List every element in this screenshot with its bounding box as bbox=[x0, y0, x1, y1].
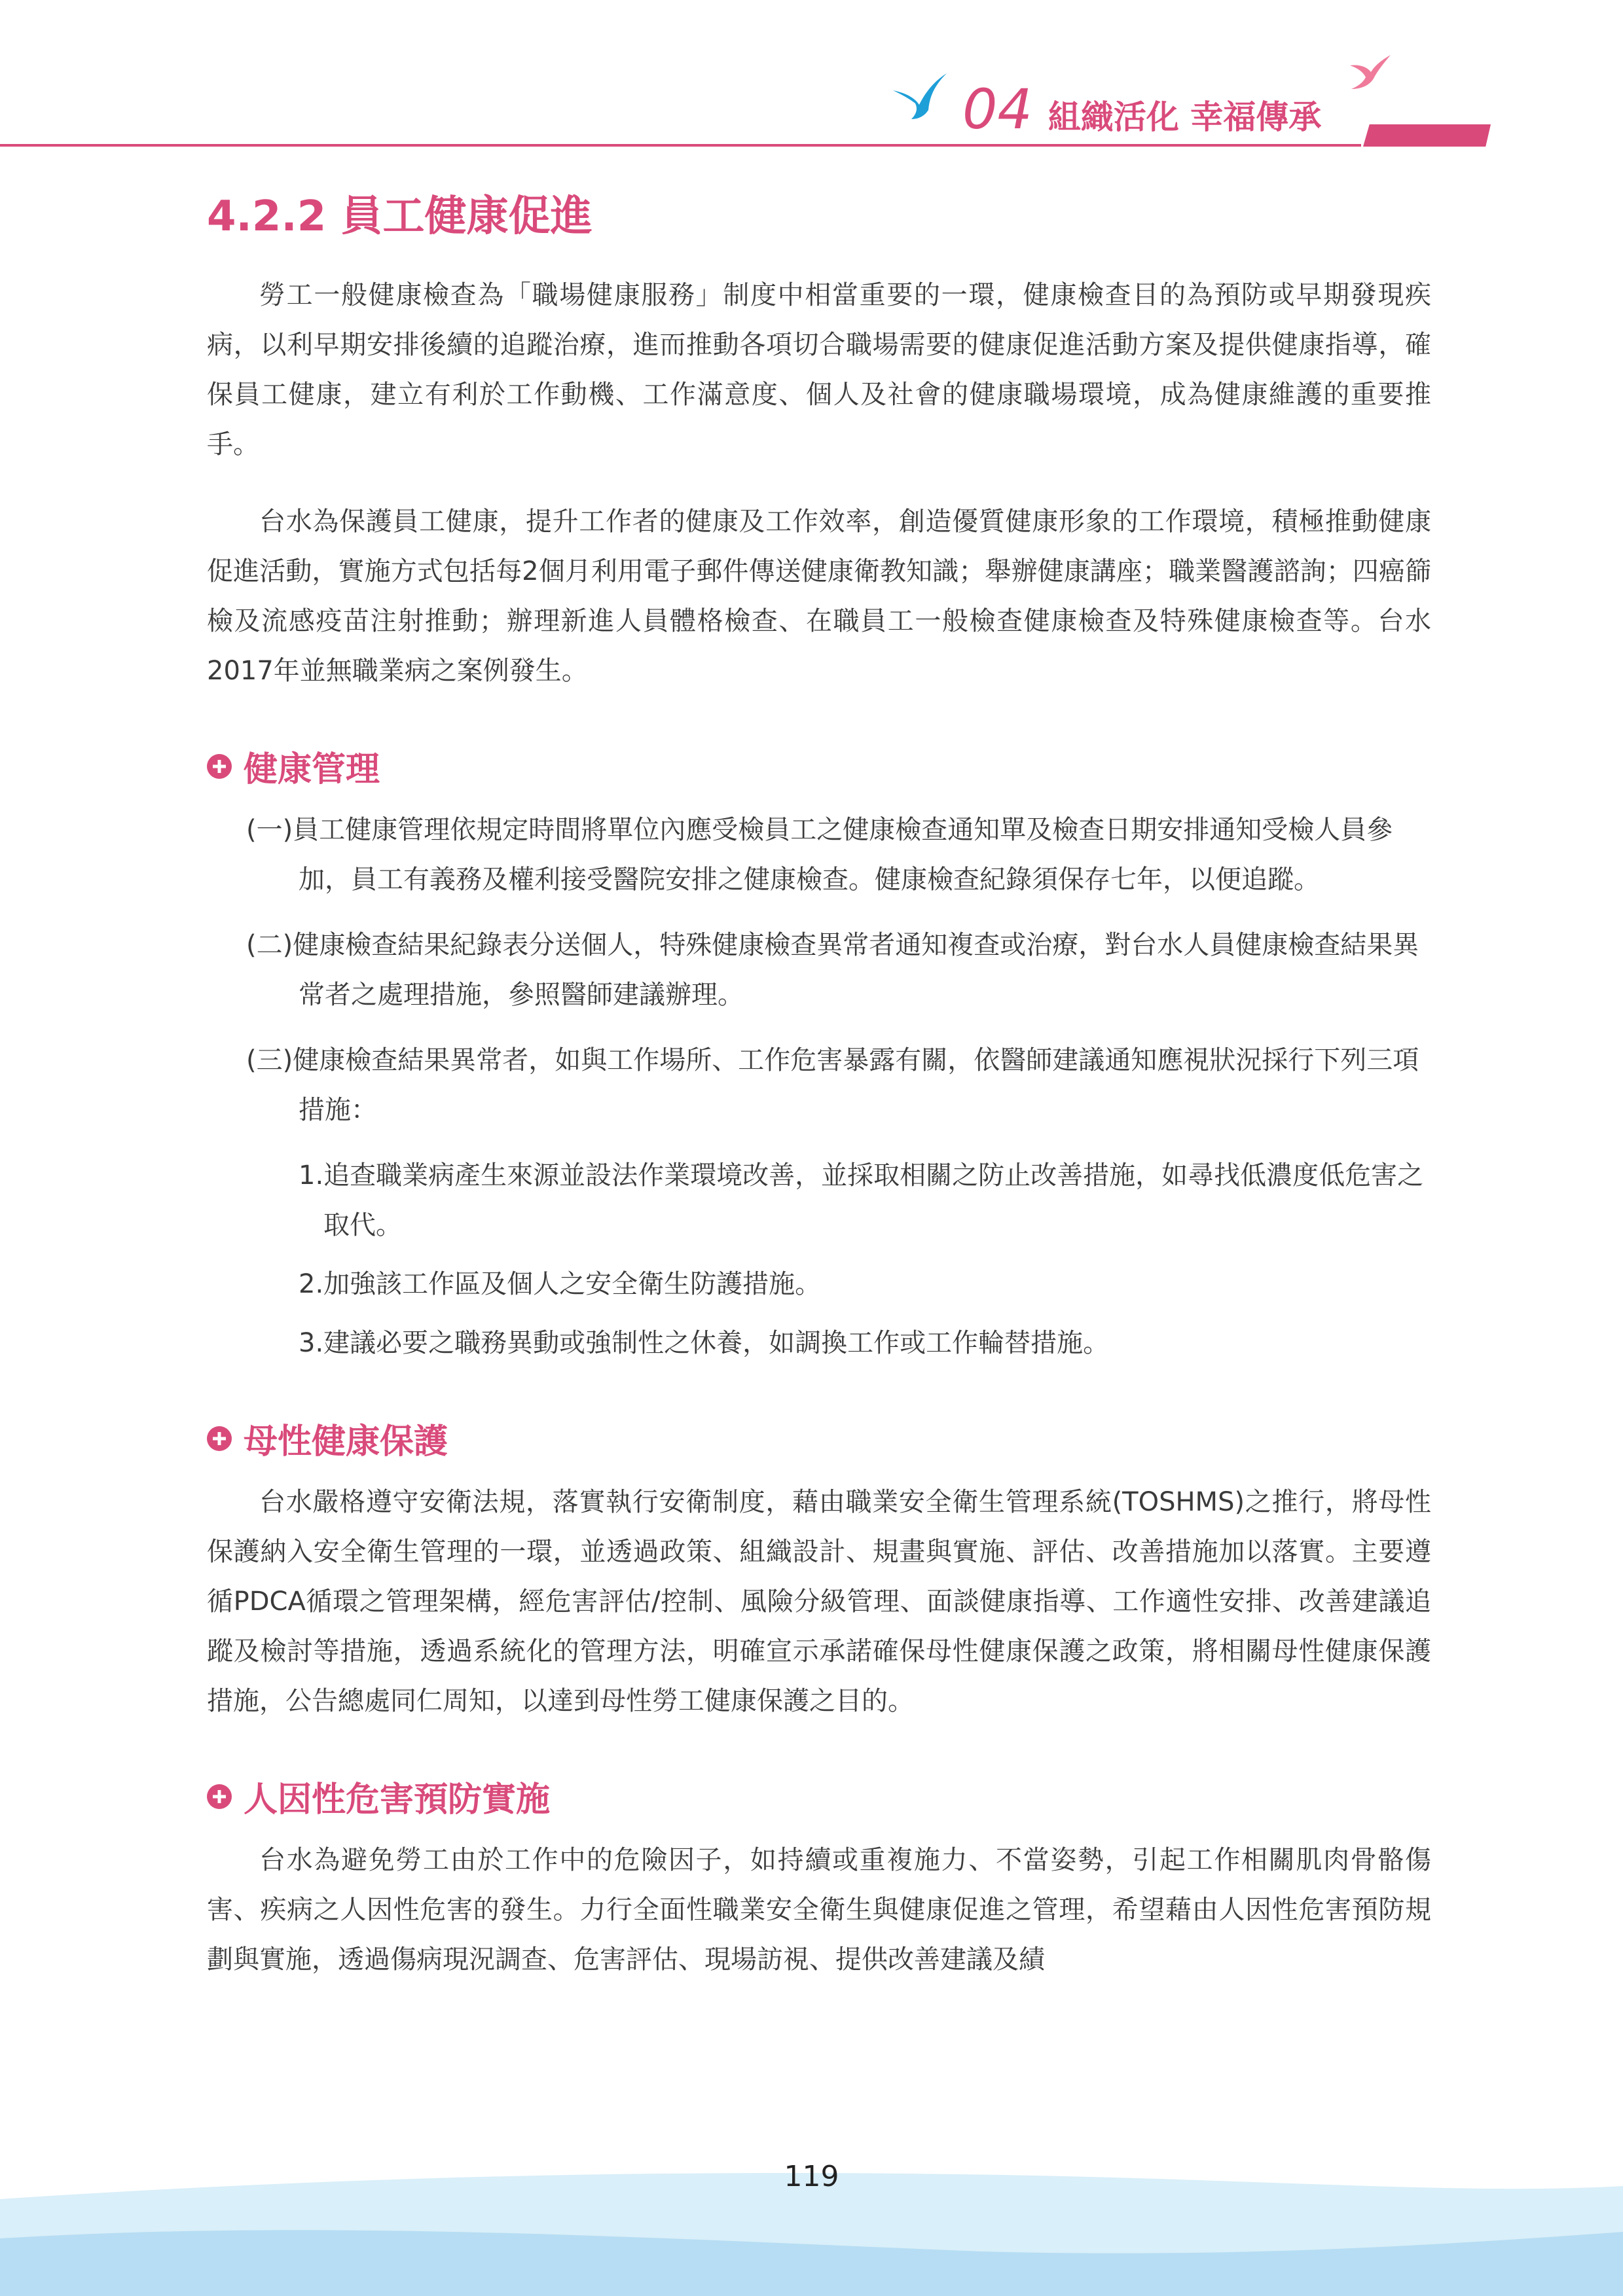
header-accent-bar bbox=[1363, 124, 1491, 147]
chapter-heading bbox=[962, 77, 1321, 143]
plus-circle-icon bbox=[207, 754, 232, 779]
ergonomic-heading bbox=[207, 1772, 1431, 1821]
chapter-title: 組織活化 幸福傳承 bbox=[1048, 98, 1322, 136]
page-number: 119 bbox=[784, 2160, 839, 2193]
sub-list-item: 1.追查職業病產生來源並設法作業環境改善，並採取相關之防止改善措施，如尋找低濃度低危害之取代。 bbox=[299, 1160, 1424, 1241]
chapter-number: 04 bbox=[962, 77, 1032, 141]
ergonomic-title: 人因性危害預防實施 bbox=[244, 1780, 551, 1820]
intro-paragraph-1: 勞工一般健康檢查為「職場健康服務」制度中相當重要的一環，健康檢查目的為預防或早期發現疾病，以利早期安排後續的追蹤治療，進而推動各項切合職場需要的健康促進活動方案及提供健康指導，確保員工健康，建立有利於工作動機、工作滿意度、個人及社會的健康職場環境，成為健康維護的重要推手。 bbox=[207, 280, 1431, 460]
header-rule bbox=[0, 144, 1361, 147]
maternal-health-paragraph: 台水嚴格遵守安衛法規，落實執行安衛制度，藉由職業安全衛生管理系統(TOSHMS)之推行，將母性保護納入安全衛生管理的一環，並透過政策、組織設計、規畫與實施、評估、改善措施加以落實。主要遵循PDCA循環之管理架構，經危害評估/控制、風險分級管理、面談健康指導、工作適性安排、改善建議追蹤及檢討等措施，透過系統化的管理方法，明確宣示承諾確保母性健康保護之政策，將相關母性健康保護措施，公告總處同仁周知，以達到母性勞工健康保護之目的。 bbox=[207, 1487, 1431, 1717]
list-item: (三)健康檢查結果異常者，如與工作場所、工作危害暴露有關，依醫師建議通知應視狀況採行下列三項措施： bbox=[246, 1045, 1419, 1126]
plus-circle-icon bbox=[207, 1426, 232, 1451]
health-management-heading bbox=[207, 742, 1431, 791]
intro-paragraph-2: 台水為保護員工健康，提升工作者的健康及工作效率，創造優質健康形象的工作環境，積極推動健康促進活動，實施方式包括每2個月利用電子郵件傳送健康衛教知識；舉辦健康講座；職業醫護諮詢；四癌篩檢及流感疫苗注射推動；辦理新進人員體格檢查、在職員工一般檢查健康檢查及特殊健康檢查等。台水2017年並無職業病之案例發生。 bbox=[207, 507, 1431, 687]
plus-circle-icon bbox=[207, 1784, 232, 1809]
maternal-health-heading bbox=[207, 1414, 1431, 1463]
ergonomic-paragraph: 台水為避免勞工由於工作中的危險因子，如持續或重複施力、不當姿勢，引起工作相關肌肉骨骼傷害、疾病之人因性危害的發生。力行全面性職業安全衛生與健康促進之管理，希望藉由人因性危害預防規劃與實施，透過傷病現況調查、危害評估、現場訪視、提供改善建議及績 bbox=[207, 1845, 1431, 1975]
section-title: 4.2.2 員工健康促進 bbox=[207, 192, 593, 241]
list-item: (一)員工健康管理依規定時間將單位內應受檢員工之健康檢查通知單及檢查日期安排通知受檢人員參加，員工有義務及權利接受醫院安排之健康檢查。健康檢查紀錄須保存七年，以便追蹤。 bbox=[246, 815, 1393, 895]
health-management-title: 健康管理 bbox=[244, 750, 380, 790]
maternal-health-title: 母性健康保護 bbox=[244, 1422, 448, 1462]
sub-list-item: 2.加強該工作區及個人之安全衛生防護措施。 bbox=[299, 1269, 822, 1300]
pink-bird-icon bbox=[1347, 52, 1392, 90]
list-item: (二)健康檢查結果紀錄表分送個人，特殊健康檢查異常者通知複查或治療，對台水人員健康檢查結果異常者之處理措施，參照醫師建議辦理。 bbox=[246, 930, 1419, 1011]
sub-list-item: 3.建議必要之職務異動或強制性之休養，如調換工作或工作輪替措施。 bbox=[299, 1328, 1110, 1359]
blue-bird-icon bbox=[892, 71, 948, 120]
main-content bbox=[207, 190, 1431, 2012]
